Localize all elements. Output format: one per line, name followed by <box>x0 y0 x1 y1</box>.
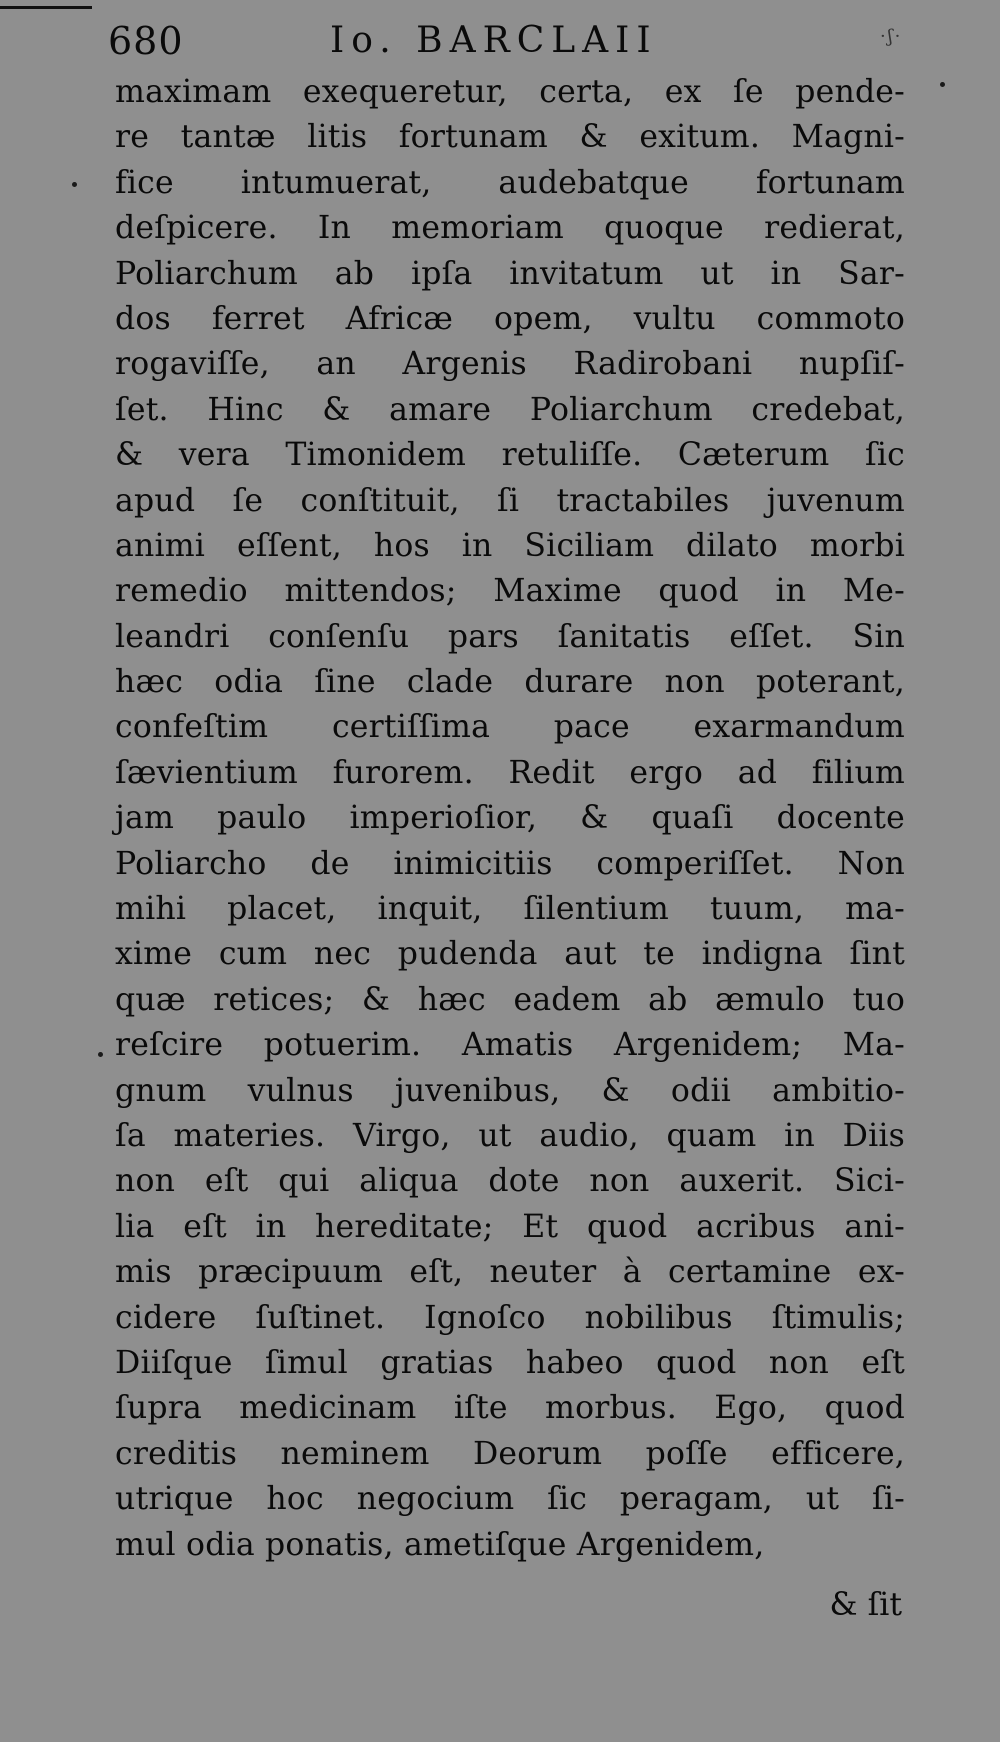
text-line: Diiſque ſimul gratias habeo quod non eſt <box>115 1344 905 1381</box>
ink-speck <box>72 182 77 187</box>
page-header <box>108 18 908 64</box>
ink-speck <box>940 82 945 87</box>
text-line: reſcire potuerim. Amatis Argenidem; Ma- <box>115 1027 905 1064</box>
text-line: jam paulo imperioſior, & quaſi docente <box>115 800 905 837</box>
text-line: leandri conſenſu pars ſanitatis eſſet. Sin <box>115 618 905 655</box>
text-line: re tantæ litis fortunam & exitum. Magni- <box>115 119 905 156</box>
text-line: deſpicere. In memoriam quoque redierat, <box>115 210 905 247</box>
text-line: creditis neminem Deorum poſſe efficere, <box>115 1435 905 1472</box>
text-line: non eſt qui aliqua dote non auxerit. Sici- <box>115 1163 905 1200</box>
text-line: rogaviſſe, an Argenis Radirobani nupſiſ- <box>115 346 905 383</box>
top-rule <box>0 6 92 9</box>
text-line: confeſtim certiſſima pace exarmandum <box>115 709 905 746</box>
text-line: mul odia ponatis, ametiſque Argenidem, <box>115 1526 765 1563</box>
text-line: ſa materies. Virgo, ut audio, quam in Diis <box>115 1117 905 1154</box>
text-line: ſævientium furorem. Redit ergo ad filium <box>115 754 905 791</box>
text-line: hæc odia ſine clade durare non poterant, <box>115 664 905 701</box>
text-line: remedio mittendos; Maxime quod in Me- <box>115 573 905 610</box>
catchword: & ſit <box>829 1587 902 1623</box>
body-text <box>115 70 905 1568</box>
text-line: Poliarcho de inimicitiis comperiſſet. Non <box>115 845 905 882</box>
text-line: apud ſe conſtituit, ſi tractabiles juvenum <box>115 482 905 519</box>
text-line: xime cum nec pudenda aut te indigna ſint <box>115 936 905 973</box>
text-line: dos ferret Africæ opem, vultu commoto <box>115 300 905 337</box>
header-ornament: ·ʃ· <box>880 26 903 47</box>
text-line: utrique hoc negocium ſic peragam, ut ſi- <box>115 1481 905 1518</box>
text-line: cidere ſuſtinet. Ignoſco nobilibus ſtimulis; <box>115 1299 905 1336</box>
text-line: mihi placet, inquit, ſilentium tuum, ma- <box>115 891 905 928</box>
text-line: gnum vulnus juvenibus, & odii ambitio- <box>115 1072 905 1109</box>
text-line: ſet. Hinc & amare Poliarchum credebat, <box>115 391 905 428</box>
text-line: & vera Timonidem retuliſſe. Cæterum ſic <box>115 437 905 474</box>
ink-speck <box>98 1052 103 1057</box>
text-line: lia eſt in hereditate; Et quod acribus ani- <box>115 1208 905 1245</box>
text-line: fice intumuerat, audebatque fortunam <box>115 164 905 201</box>
text-line: quæ retices; & hæc eadem ab æmulo tuo <box>115 981 905 1018</box>
text-line: ſupra medicinam iſte morbus. Ego, quod <box>115 1390 905 1427</box>
text-line: animi eſſent, hos in Siciliam dilato morbi <box>115 527 905 564</box>
text-line: maximam exequeretur, certa, ex ſe pende- <box>115 74 905 110</box>
running-head: Io. BARCLAII <box>330 20 658 61</box>
text-line: Poliarchum ab ipſa invitatum ut in Sar- <box>115 255 905 292</box>
page-number: 680 <box>108 19 184 63</box>
text-line: mis præcipuum eſt, neuter à certamine ex- <box>115 1254 905 1291</box>
